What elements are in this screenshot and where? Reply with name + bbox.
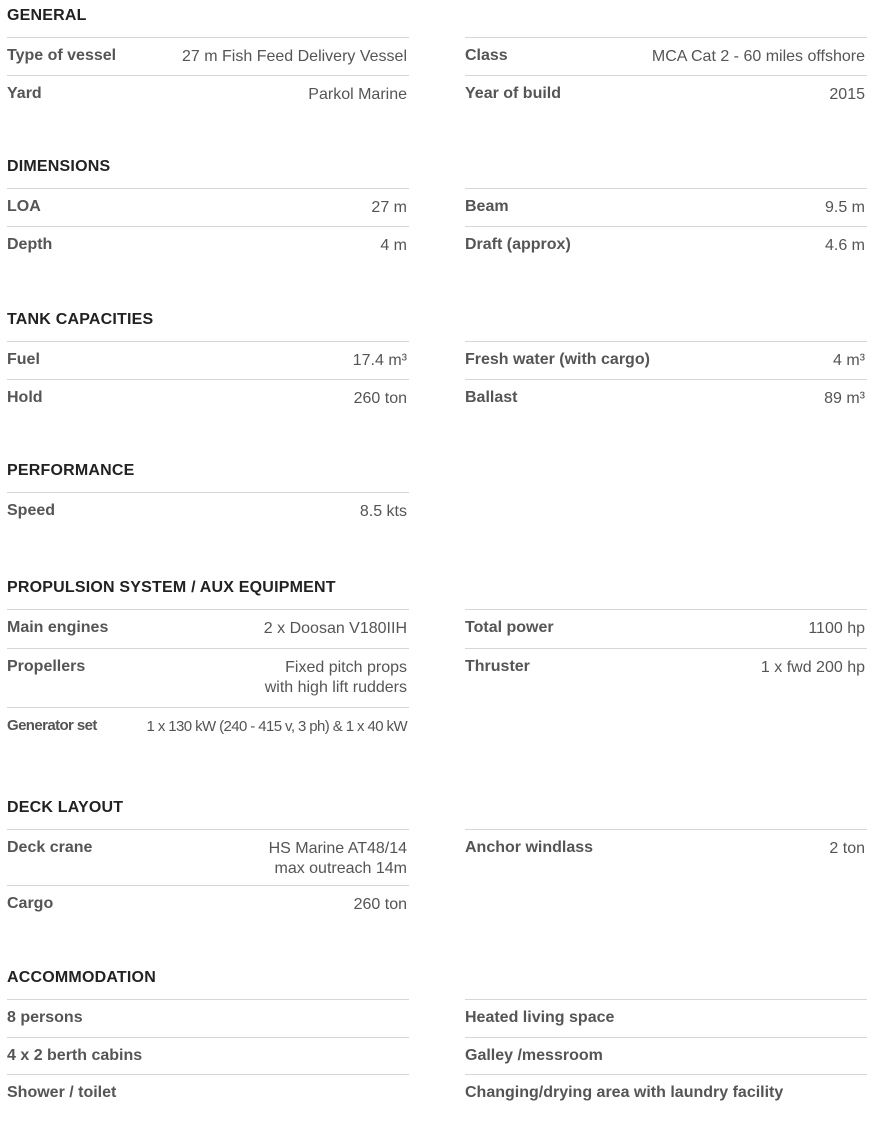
section-title-general: GENERAL [7, 7, 87, 24]
spec-row-thruster [465, 648, 867, 707]
spec-row-year-of-build [465, 75, 867, 113]
list-item [7, 1037, 409, 1074]
list-item [465, 999, 867, 1037]
spec-value: 89 m³ [824, 390, 865, 407]
section-title-propulsion: PROPULSION SYSTEM / AUX EQUIPMENT [7, 579, 336, 596]
spec-value [269, 839, 407, 879]
spec-value: 9.5 m [824, 199, 865, 216]
spec-value: 260 ton [353, 390, 407, 407]
section-title-tank-capacities: TANK CAPACITIES [7, 311, 154, 328]
spec-value: 2 ton [829, 840, 865, 857]
list-item [465, 1037, 867, 1074]
spec-row-anchor-windlass [465, 829, 867, 885]
section-title-dimensions: DIMENSIONS [7, 158, 111, 175]
spec-value: 1 x 130 kW (240 - 415 v, 3 ph) & 1 x 40 kW [146, 718, 407, 735]
list-item-label: Shower / toilet [7, 1084, 117, 1101]
list-item-label: 4 x 2 berth cabins [7, 1047, 143, 1064]
spec-value: 260 ton [353, 896, 407, 913]
spec-label: Anchor windlass [465, 839, 594, 856]
spec-value: MCA Cat 2 - 60 miles offshore [651, 48, 865, 65]
list-item [7, 1074, 409, 1112]
spec-value: 2015 [829, 86, 865, 103]
spec-label: Year of build [465, 85, 562, 102]
spec-label: Class [465, 47, 508, 64]
spec-label: Thruster [465, 658, 530, 675]
spec-row-hold [7, 379, 409, 417]
spec-row-fuel [7, 341, 409, 379]
spec-label: Hold [7, 389, 43, 406]
list-item-label: Changing/drying area with laundry facility [465, 1084, 784, 1101]
section-title-accommodation: ACCOMMODATION [7, 969, 156, 986]
spec-value: 4.6 m [824, 237, 865, 254]
spec-value [265, 658, 407, 698]
spec-value: 27 m Fish Feed Delivery Vessel [182, 48, 407, 65]
spec-value: Parkol Marine [308, 86, 407, 103]
spec-value-line: with high lift rudders [264, 679, 407, 696]
spec-row-ballast [465, 379, 867, 417]
spec-label: Deck crane [7, 839, 93, 856]
spec-row-generator-set [7, 707, 409, 747]
spec-row-draft [465, 226, 867, 264]
spec-label: Main engines [7, 619, 109, 636]
spec-value: 1100 hp [808, 620, 865, 637]
spec-label: Propellers [7, 658, 86, 675]
list-item [465, 1074, 867, 1112]
list-item-label: Galley /messroom [465, 1047, 603, 1064]
spec-label: Cargo [7, 895, 54, 912]
spec-label: Fresh water (with cargo) [465, 351, 650, 368]
spec-row-loa [7, 188, 409, 226]
spec-label: Ballast [465, 389, 518, 406]
spec-row-cargo [7, 885, 409, 923]
spec-value: 2 x Doosan V180IIH [263, 620, 407, 637]
spec-value: 8.5 kts [359, 503, 407, 520]
spec-row-beam [465, 188, 867, 226]
list-item [7, 999, 409, 1037]
spec-value-line: Fixed pitch props [285, 659, 407, 676]
spec-row-deck-crane [7, 829, 409, 885]
spec-value: 1 x fwd 200 hp [760, 659, 865, 676]
spec-label: Beam [465, 198, 509, 215]
spec-row-total-power [465, 609, 867, 648]
spec-value-line: HS Marine AT48/14 [268, 840, 407, 857]
spec-label: Fuel [7, 351, 40, 368]
spec-label: Speed [7, 502, 56, 519]
list-item-label: Heated living space [465, 1009, 615, 1026]
spec-value: 27 m [371, 199, 407, 216]
list-item-label: 8 persons [7, 1009, 83, 1026]
spec-row-yard [7, 75, 409, 113]
spec-row-class [465, 37, 867, 75]
spec-value: 4 m [380, 237, 407, 254]
spec-row-speed [7, 492, 409, 530]
spec-value-line: max outreach 14m [274, 860, 407, 877]
section-title-deck-layout: DECK LAYOUT [7, 799, 124, 816]
spec-row-fresh-water [465, 341, 867, 379]
spec-label: Total power [465, 619, 554, 636]
spec-row-depth [7, 226, 409, 264]
spec-label: Generator set [7, 717, 97, 734]
spec-value: 4 m³ [833, 352, 865, 369]
spec-label: Draft (approx) [465, 236, 571, 253]
spec-value: 17.4 m³ [352, 352, 407, 369]
spec-label: LOA [7, 198, 41, 215]
spec-label: Yard [7, 85, 42, 102]
section-title-performance: PERFORMANCE [7, 462, 135, 479]
spec-row-main-engines [7, 609, 409, 648]
spec-row-type-of-vessel [7, 37, 409, 75]
spec-row-propellers [7, 648, 409, 707]
spec-label: Type of vessel [7, 47, 117, 64]
spec-label: Depth [7, 236, 53, 253]
